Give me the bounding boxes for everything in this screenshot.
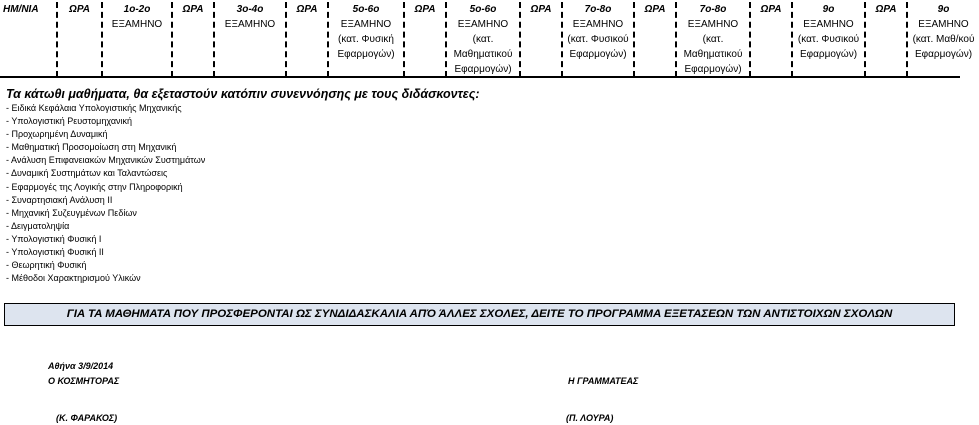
list-item: - Μηχανική Συζευγμένων Πεδίων — [6, 207, 137, 218]
list-item: - Προχωρημένη Δυναμική — [6, 129, 108, 140]
list-item: - Δειγματοληψία — [6, 220, 70, 231]
slot-5-6-math — [446, 2, 520, 77]
slot-hours: 5ο-6ο — [352, 4, 380, 15]
slot-line: Εφαρμογών) — [569, 49, 627, 60]
slot-hours: 7ο-8ο — [584, 4, 612, 15]
slot-line: ΕΞΑΜΗΝΟ — [687, 19, 739, 30]
date-column-header: ΗΜ/ΝΙΑ — [0, 2, 57, 77]
course-list — [6, 102, 480, 285]
secretary-title: Η ΓΡΑΜΜΑΤΕΑΣ — [568, 376, 639, 386]
ora-header: ΩΡΑ — [404, 2, 446, 77]
signature-date: Αθήνα 3/9/2014 — [48, 361, 114, 371]
list-item: - Ανάλυση Επιφανειακών Μηχανικών Συστημάτων — [6, 155, 206, 166]
list-item: - Υπολογιστική Φυσική Ι — [6, 233, 102, 244]
list-item: - Μέθοδοι Χαρακτηρισμού Υλικών — [6, 273, 141, 284]
dean-title: Ο ΚΟΣΜΗΤΟΡΑΣ — [48, 376, 120, 386]
secretary-name: (Π. ΛΟΥΡΑ) — [566, 413, 614, 423]
slot-hours: 5ο-6ο — [469, 4, 497, 15]
slot-line: ΕΞΑΜΗΝΟ — [918, 19, 969, 30]
list-item: - Συναρτησιακή Ανάλυση ΙΙ — [6, 194, 113, 205]
slot-semester: ΕΞΑΜΗΝΟ — [111, 19, 163, 30]
ora-header: ΩΡΑ — [865, 2, 907, 77]
slot-9-physics — [792, 2, 865, 77]
co-teaching-notice: ΓΙΑ ΤΑ ΜΑΘΗΜΑΤΑ ΠΟΥ ΠΡΟΣΦΕΡΟΝΤΑΙ ΩΣ ΣΥΝΔΙΔΑΣΚΑΛΙΑ ΑΠΌ ΆΛΛΕΣ ΣΧΟΛΕΣ, ΔΕΙΤΕ ΤΟ ΠΡΟΓΡΑΜΜΑ ΕΞΕΤΑΣΕΩΝ ΤΩΝ ΑΝΤΙΣΤΟΙΧΩΝ ΣΧΟΛΩΝ — [4, 303, 955, 326]
slot-line: (κατ. Φυσικού — [797, 34, 860, 45]
list-item: - Υπολογιστική Ρευστομηχανική — [6, 116, 133, 127]
exam-schedule-header — [0, 2, 979, 77]
dean-name: (Κ. ΦΑΡΑΚΟΣ) — [56, 413, 118, 423]
slot-line: Εφαρμογών) — [454, 64, 512, 75]
slot-line: ΕΞΑΜΗΝΟ — [457, 19, 509, 30]
slot-hours: 9ο — [937, 4, 950, 15]
slot-hours: 3ο-4ο — [236, 4, 264, 15]
slot-line: Μαθηματικού — [453, 49, 513, 60]
slot-line: Εφαρμογών) — [799, 49, 858, 60]
slot-hours: 1ο-2ο — [123, 4, 151, 15]
slot-line: (κατ. Φυσική — [338, 34, 394, 45]
slot-semester: ΕΞΑΜΗΝΟ — [224, 19, 276, 30]
slot-1-2 — [102, 2, 172, 77]
slot-line: (κατ. — [702, 34, 724, 45]
notes-section — [6, 86, 480, 285]
list-item: - Δυναμική Συστημάτων και Ταλαντώσεις — [6, 168, 168, 179]
ora-header: ΩΡΑ — [634, 2, 676, 77]
slot-3-4 — [214, 2, 286, 77]
slot-5-6-physics — [328, 2, 404, 77]
slot-line: Εφαρμογών) — [914, 49, 973, 60]
notes-title: Τα κάτωθι μαθήματα, θα εξεταστούν κατόπιν συνεννόησης με τους διδάσκοντες: — [6, 87, 480, 101]
slot-line: ΕΞΑΜΗΝΟ — [340, 19, 392, 30]
slot-line: Μαθηματικού — [683, 49, 743, 60]
slot-hours: 9ο — [822, 4, 835, 15]
header-divider — [0, 76, 960, 78]
ora-header: ΩΡΑ — [172, 2, 214, 77]
list-item: - Υπολογιστική Φυσική ΙΙ — [6, 247, 104, 258]
slot-line: Εφαρμογών) — [684, 64, 742, 75]
slot-line: ΕΞΑΜΗΝΟ — [572, 19, 624, 30]
list-item: - Μαθηματική Προσομοίωση στη Μηχανική — [6, 142, 177, 153]
ora-header: ΩΡΑ — [750, 2, 792, 77]
slot-7-8-physics — [562, 2, 634, 77]
list-item: - Ειδικά Κεφάλαια Υπολογιστικής Μηχανικής — [6, 103, 182, 113]
slot-line: ΕΞΑΜΗΝΟ — [803, 19, 854, 30]
ora-header: ΩΡΑ — [520, 2, 562, 77]
slot-7-8-math — [676, 2, 750, 77]
slot-line: (κατ. Φυσικού — [567, 34, 629, 45]
slot-9-math — [907, 2, 979, 77]
slot-line: (κατ. Μαθ/κού — [912, 34, 975, 45]
slot-hours: 7ο-8ο — [699, 4, 727, 15]
list-item: - Εφαρμογές της Λογικής στην Πληροφορική — [6, 181, 183, 192]
ora-header: ΩΡΑ — [286, 2, 328, 77]
slot-line: (κατ. — [472, 34, 494, 45]
list-item: - Θεωρητική Φυσική — [6, 260, 87, 271]
slot-line: Εφαρμογών) — [337, 49, 395, 60]
ora-header: ΩΡΑ — [57, 2, 102, 77]
